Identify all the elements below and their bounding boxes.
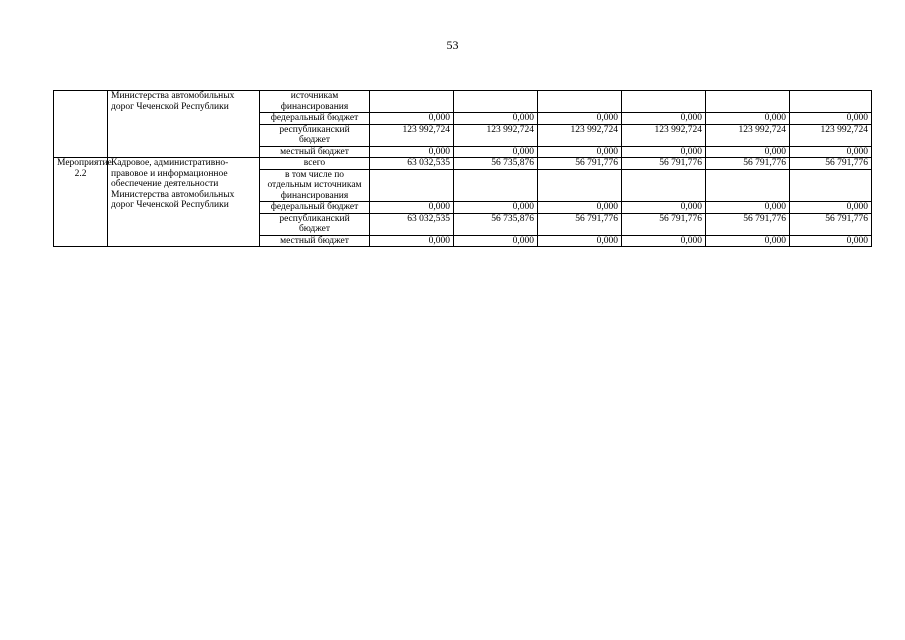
amount-cell: 0,000 [622,146,706,158]
amount-cell: 0,000 [454,146,538,158]
amount-cell: 0,000 [454,202,538,214]
amount-cell: 56 735,876 [454,213,538,235]
amount-cell [370,169,454,202]
funding-source-cell: республиканский бюджет [260,213,370,235]
amount-cell: 56 791,776 [790,158,872,170]
amount-cell [454,169,538,202]
amount-cell: 56 791,776 [538,213,622,235]
amount-cell: 56 791,776 [538,158,622,170]
amount-cell: 0,000 [370,113,454,125]
amount-cell: 0,000 [538,146,622,158]
funding-source-cell: в том числе по отдельным источникам финансирования [260,169,370,202]
amount-cell [706,91,790,113]
amount-cell: 0,000 [454,235,538,247]
activity-id-cell: Мероприятие 2.2 [54,158,108,247]
funding-source-cell: местный бюджет [260,235,370,247]
amount-cell [622,169,706,202]
page-number: 53 [446,38,459,52]
amount-cell: 0,000 [790,202,872,214]
amount-cell: 0,000 [454,113,538,125]
amount-cell: 56 791,776 [622,213,706,235]
amount-cell: 0,000 [622,235,706,247]
amount-cell: 0,000 [706,146,790,158]
funding-source-cell: источникам финансирования [260,91,370,113]
activity-name-cell: Кадровое, административно-правовое и информационное обеспечение деятельности Министерства автомобильных дорог Чеченской Республики [108,158,260,247]
amount-cell: 56 791,776 [622,158,706,170]
amount-cell: 56 735,876 [454,158,538,170]
amount-cell: 56 791,776 [706,213,790,235]
amount-cell: 0,000 [706,113,790,125]
amount-cell: 123 992,724 [790,124,872,146]
amount-cell [622,91,706,113]
table-body [54,91,872,247]
amount-cell [538,91,622,113]
budget-table [53,90,872,247]
amount-cell: 0,000 [790,113,872,125]
amount-cell: 63 032,535 [370,158,454,170]
amount-cell: 63 032,535 [370,213,454,235]
funding-source-cell: республиканский бюджет [260,124,370,146]
amount-cell: 0,000 [622,113,706,125]
amount-cell: 123 992,724 [454,124,538,146]
amount-cell [790,91,872,113]
amount-cell: 0,000 [370,235,454,247]
amount-cell: 123 992,724 [538,124,622,146]
amount-cell: 123 992,724 [706,124,790,146]
activity-name-cell: Министерства автомобильных дорог Чеченской Республики [108,91,260,158]
amount-cell: 0,000 [538,235,622,247]
amount-cell: 0,000 [622,202,706,214]
table-row [54,158,872,170]
amount-cell: 56 791,776 [790,213,872,235]
amount-cell: 0,000 [370,202,454,214]
amount-cell: 0,000 [538,113,622,125]
amount-cell: 123 992,724 [622,124,706,146]
amount-cell [370,91,454,113]
funding-source-cell: всего [260,158,370,170]
amount-cell [454,91,538,113]
amount-cell: 0,000 [706,235,790,247]
amount-cell [706,169,790,202]
activity-id-cell [54,91,108,158]
amount-cell [538,169,622,202]
amount-cell [790,169,872,202]
amount-cell: 0,000 [706,202,790,214]
amount-cell: 0,000 [790,235,872,247]
amount-cell: 0,000 [538,202,622,214]
funding-source-cell: федеральный бюджет [260,202,370,214]
amount-cell: 0,000 [370,146,454,158]
funding-source-cell: местный бюджет [260,146,370,158]
funding-source-cell: федеральный бюджет [260,113,370,125]
amount-cell: 0,000 [790,146,872,158]
table-row [54,91,872,113]
amount-cell: 123 992,724 [370,124,454,146]
amount-cell: 56 791,776 [706,158,790,170]
